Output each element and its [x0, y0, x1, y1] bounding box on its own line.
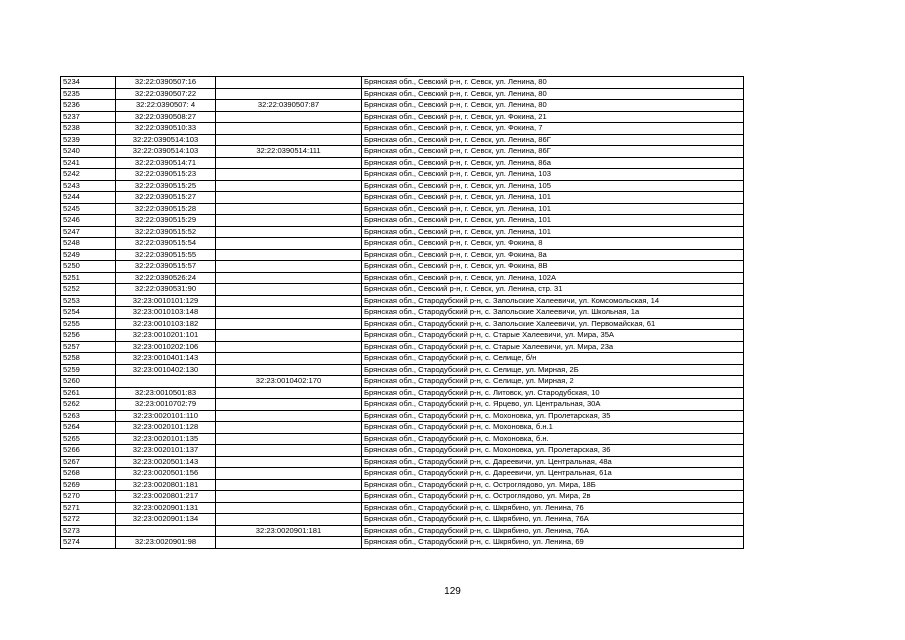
row-number-cell: 5252: [61, 284, 116, 296]
row-number-cell: 5247: [61, 226, 116, 238]
cadastral-number-cell: 32:22:0390514:103: [116, 134, 216, 146]
row-number-cell: 5263: [61, 410, 116, 422]
prev-cadastral-number-cell: 32:22:0390507:87: [216, 100, 362, 112]
address-cell: Брянская обл., Севский р-н, г. Севск, ул. Фокина, 8а: [362, 249, 744, 261]
address-cell: Брянская обл., Стародубский р-н, с. Ярцево, ул. Центральная, 30А: [362, 399, 744, 411]
address-cell: Брянская обл., Стародубский р-н, с. Шкрябино, ул. Ленина, 76: [362, 502, 744, 514]
address-cell: Брянская обл., Севский р-н, г. Севск, ул. Фокина, 8В: [362, 261, 744, 273]
cadastral-number-cell: 32:22:0390507:16: [116, 77, 216, 89]
cadastral-number-cell: 32:22:0390515:29: [116, 215, 216, 227]
row-number-cell: 5273: [61, 525, 116, 537]
prev-cadastral-number-cell: [216, 238, 362, 250]
table-row: [61, 479, 744, 491]
table-row: [61, 445, 744, 457]
row-number-cell: 5270: [61, 491, 116, 503]
cadastral-number-cell: 32:23:0010401:143: [116, 353, 216, 365]
address-cell: Брянская обл., Севский р-н, г. Севск, ул. Ленина, 105: [362, 180, 744, 192]
address-cell: Брянская обл., Стародубский р-н, с. Литовск, ул. Стародубская, 10: [362, 387, 744, 399]
cadastral-number-cell: [116, 525, 216, 537]
cadastral-number-cell: 32:23:0020901:131: [116, 502, 216, 514]
prev-cadastral-number-cell: 32:22:0390514:111: [216, 146, 362, 158]
prev-cadastral-number-cell: [216, 157, 362, 169]
cadastral-number-cell: [116, 376, 216, 388]
prev-cadastral-number-cell: [216, 410, 362, 422]
prev-cadastral-number-cell: [216, 134, 362, 146]
row-number-cell: 5243: [61, 180, 116, 192]
table-row: [61, 157, 744, 169]
address-cell: Брянская обл., Стародубский р-н, с. Селище, ул. Мирная, 2Б: [362, 364, 744, 376]
cadastral-number-cell: 32:23:0020501:143: [116, 456, 216, 468]
table-row: [61, 295, 744, 307]
table-row: [61, 502, 744, 514]
prev-cadastral-number-cell: [216, 249, 362, 261]
table-row: [61, 272, 744, 284]
address-cell: Брянская обл., Севский р-н, г. Севск, ул. Ленина, 103: [362, 169, 744, 181]
table-row: [61, 341, 744, 353]
table-row: [61, 215, 744, 227]
row-number-cell: 5251: [61, 272, 116, 284]
row-number-cell: 5254: [61, 307, 116, 319]
row-number-cell: 5259: [61, 364, 116, 376]
prev-cadastral-number-cell: 32:23:0020901:181: [216, 525, 362, 537]
address-cell: Брянская обл., Стародубский р-н, с. Мохоновка, б.н.1: [362, 422, 744, 434]
row-number-cell: 5236: [61, 100, 116, 112]
table-row: [61, 456, 744, 468]
row-number-cell: 5257: [61, 341, 116, 353]
table-row: [61, 192, 744, 204]
cadastral-number-cell: 32:22:0390514:103: [116, 146, 216, 158]
prev-cadastral-number-cell: [216, 341, 362, 353]
table-row: [61, 100, 744, 112]
row-number-cell: 5269: [61, 479, 116, 491]
prev-cadastral-number-cell: [216, 491, 362, 503]
prev-cadastral-number-cell: [216, 399, 362, 411]
cadastral-number-cell: 32:23:0010103:182: [116, 318, 216, 330]
cadastral-number-cell: 32:23:0020901:98: [116, 537, 216, 549]
cadastral-number-cell: 32:22:0390515:52: [116, 226, 216, 238]
cadastral-number-cell: 32:23:0010702:79: [116, 399, 216, 411]
prev-cadastral-number-cell: [216, 468, 362, 480]
prev-cadastral-number-cell: [216, 445, 362, 457]
table-row: [61, 249, 744, 261]
table-row: [61, 514, 744, 526]
table-row: [61, 376, 744, 388]
cadastral-number-cell: 32:23:0010402:130: [116, 364, 216, 376]
row-number-cell: 5253: [61, 295, 116, 307]
prev-cadastral-number-cell: [216, 226, 362, 238]
cadastral-number-cell: 32:22:0390531:90: [116, 284, 216, 296]
prev-cadastral-number-cell: [216, 88, 362, 100]
cadastral-number-cell: 32:23:0020901:134: [116, 514, 216, 526]
cadastral-number-cell: 32:22:0390526:24: [116, 272, 216, 284]
address-cell: Брянская обл., Стародубский р-н, с. Селище, б/н: [362, 353, 744, 365]
address-cell: Брянская обл., Севский р-н, г. Севск, ул. Фокина, 8: [362, 238, 744, 250]
address-cell: Брянская обл., Стародубский р-н, с. Шкрябино, ул. Ленина, 69: [362, 537, 744, 549]
address-cell: Брянская обл., Стародубский р-н, с. Дареевичи, ул. Центральная, 48а: [362, 456, 744, 468]
row-number-cell: 5241: [61, 157, 116, 169]
cadastral-number-cell: 32:23:0020101:110: [116, 410, 216, 422]
prev-cadastral-number-cell: [216, 422, 362, 434]
table-row: [61, 77, 744, 89]
row-number-cell: 5271: [61, 502, 116, 514]
cadastral-number-cell: 32:22:0390507:22: [116, 88, 216, 100]
cadastral-number-cell: 32:22:0390515:25: [116, 180, 216, 192]
row-number-cell: 5268: [61, 468, 116, 480]
table-row: [61, 318, 744, 330]
cadastral-number-cell: 32:23:0020801:181: [116, 479, 216, 491]
prev-cadastral-number-cell: [216, 215, 362, 227]
cadastral-number-cell: 32:22:0390510:33: [116, 123, 216, 135]
address-cell: Брянская обл., Стародубский р-н, с. Шкрябино, ул. Ленина, 76А: [362, 525, 744, 537]
row-number-cell: 5274: [61, 537, 116, 549]
table-row: [61, 169, 744, 181]
address-cell: Брянская обл., Стародубский р-н, с. Шкрябино, ул. Ленина, 76А: [362, 514, 744, 526]
table-row: [61, 238, 744, 250]
row-number-cell: 5258: [61, 353, 116, 365]
table-row: [61, 330, 744, 342]
row-number-cell: 5255: [61, 318, 116, 330]
prev-cadastral-number-cell: [216, 537, 362, 549]
row-number-cell: 5245: [61, 203, 116, 215]
table-row: [61, 410, 744, 422]
row-number-cell: 5246: [61, 215, 116, 227]
address-cell: Брянская обл., Севский р-н, г. Севск, ул. Ленина, 80: [362, 100, 744, 112]
row-number-cell: 5249: [61, 249, 116, 261]
prev-cadastral-number-cell: [216, 123, 362, 135]
address-cell: Брянская обл., Стародубский р-н, с. Мохоновка, ул. Пролетарская, 36: [362, 445, 744, 457]
table-row: [61, 525, 744, 537]
table-row: [61, 88, 744, 100]
address-cell: Брянская обл., Стародубский р-н, с. Остроглядово, ул. Мира, 2в: [362, 491, 744, 503]
table-row: [61, 123, 744, 135]
prev-cadastral-number-cell: [216, 502, 362, 514]
prev-cadastral-number-cell: 32:23:0010402:170: [216, 376, 362, 388]
cadastral-number-cell: 32:23:0020101:128: [116, 422, 216, 434]
row-number-cell: 5262: [61, 399, 116, 411]
cadastral-number-cell: 32:23:0020101:137: [116, 445, 216, 457]
cadastral-number-cell: 32:23:0010101:129: [116, 295, 216, 307]
row-number-cell: 5264: [61, 422, 116, 434]
row-number-cell: 5265: [61, 433, 116, 445]
address-cell: Брянская обл., Севский р-н, г. Севск, ул. Фокина, 7: [362, 123, 744, 135]
row-number-cell: 5240: [61, 146, 116, 158]
table-row: [61, 180, 744, 192]
prev-cadastral-number-cell: [216, 192, 362, 204]
row-number-cell: 5235: [61, 88, 116, 100]
address-cell: Брянская обл., Севский р-н, г. Севск, ул. Ленина, 101: [362, 226, 744, 238]
cadastral-number-cell: 32:23:0020801:217: [116, 491, 216, 503]
prev-cadastral-number-cell: [216, 261, 362, 273]
address-cell: Брянская обл., Севский р-н, г. Севск, ул. Ленина, 101: [362, 203, 744, 215]
address-cell: Брянская обл., Стародубский р-н, с. Остроглядово, ул. Мира, 18Б: [362, 479, 744, 491]
table-row: [61, 203, 744, 215]
address-cell: Брянская обл., Севский р-н, г. Севск, ул. Ленина, 101: [362, 192, 744, 204]
address-cell: Брянская обл., Севский р-н, г. Севск, ул. Ленина, 80: [362, 88, 744, 100]
row-number-cell: 5267: [61, 456, 116, 468]
page-number: 129: [444, 586, 461, 597]
table-row: [61, 111, 744, 123]
row-number-cell: 5244: [61, 192, 116, 204]
row-number-cell: 5239: [61, 134, 116, 146]
address-cell: Брянская обл., Севский р-н, г. Севск, ул. Ленина, 86Г: [362, 146, 744, 158]
table-row: [61, 364, 744, 376]
table-row: [61, 353, 744, 365]
table-row: [61, 422, 744, 434]
prev-cadastral-number-cell: [216, 307, 362, 319]
table-row: [61, 284, 744, 296]
table-row: [61, 146, 744, 158]
cadastral-number-cell: 32:22:0390515:55: [116, 249, 216, 261]
cadastral-number-cell: 32:23:0010202:106: [116, 341, 216, 353]
address-cell: Брянская обл., Стародубский р-н, с. Мохоновка, ул. Пролетарская, 35: [362, 410, 744, 422]
address-cell: Брянская обл., Севский р-н, г. Севск, ул. Ленина, 101: [362, 215, 744, 227]
address-cell: Брянская обл., Стародубский р-н, с. Старые Халеевичи, ул. Мира, 35А: [362, 330, 744, 342]
row-number-cell: 5261: [61, 387, 116, 399]
table-row: [61, 468, 744, 480]
prev-cadastral-number-cell: [216, 433, 362, 445]
row-number-cell: 5242: [61, 169, 116, 181]
cadastral-number-cell: 32:23:0020101:135: [116, 433, 216, 445]
cadastral-number-cell: 32:22:0390514:71: [116, 157, 216, 169]
table-row: [61, 537, 744, 549]
row-number-cell: 5234: [61, 77, 116, 89]
address-cell: Брянская обл., Севский р-н, г. Севск, ул. Ленина, 102А: [362, 272, 744, 284]
prev-cadastral-number-cell: [216, 284, 362, 296]
prev-cadastral-number-cell: [216, 295, 362, 307]
prev-cadastral-number-cell: [216, 203, 362, 215]
row-number-cell: 5237: [61, 111, 116, 123]
prev-cadastral-number-cell: [216, 111, 362, 123]
row-number-cell: 5272: [61, 514, 116, 526]
table-row: [61, 491, 744, 503]
address-cell: Брянская обл., Стародубский р-н, с. Запольские Халеевичи, ул. Первомайская, 61: [362, 318, 744, 330]
prev-cadastral-number-cell: [216, 272, 362, 284]
row-number-cell: 5238: [61, 123, 116, 135]
row-number-cell: 5256: [61, 330, 116, 342]
address-cell: Брянская обл., Стародубский р-н, с. Старые Халеевичи, ул. Мира, 23а: [362, 341, 744, 353]
prev-cadastral-number-cell: [216, 169, 362, 181]
row-number-cell: 5266: [61, 445, 116, 457]
cadastral-number-cell: 32:22:0390508:27: [116, 111, 216, 123]
address-cell: Брянская обл., Севский р-н, г. Севск, ул. Ленина, 86Г: [362, 134, 744, 146]
address-cell: Брянская обл., Стародубский р-н, с. Дареевичи, ул. Центральная, 61а: [362, 468, 744, 480]
prev-cadastral-number-cell: [216, 180, 362, 192]
address-cell: Брянская обл., Стародубский р-н, с. Мохоновка, б.н.: [362, 433, 744, 445]
table-row: [61, 226, 744, 238]
prev-cadastral-number-cell: [216, 330, 362, 342]
prev-cadastral-number-cell: [216, 364, 362, 376]
cadastral-number-cell: 32:23:0020501:156: [116, 468, 216, 480]
row-number-cell: 5250: [61, 261, 116, 273]
address-cell: Брянская обл., Стародубский р-н, с. Запольские Халеевичи, ул. Школьная, 1а: [362, 307, 744, 319]
address-cell: Брянская обл., Севский р-н, г. Севск, ул. Ленина, 80: [362, 77, 744, 89]
cadastral-number-cell: 32:22:0390515:27: [116, 192, 216, 204]
property-table: [60, 76, 744, 549]
row-number-cell: 5248: [61, 238, 116, 250]
prev-cadastral-number-cell: [216, 479, 362, 491]
row-number-cell: 5260: [61, 376, 116, 388]
cadastral-number-cell: 32:23:0010201:101: [116, 330, 216, 342]
table-row: [61, 307, 744, 319]
cadastral-number-cell: 32:23:0010501:83: [116, 387, 216, 399]
prev-cadastral-number-cell: [216, 387, 362, 399]
table-row: [61, 399, 744, 411]
prev-cadastral-number-cell: [216, 77, 362, 89]
cadastral-number-cell: 32:22:0390515:54: [116, 238, 216, 250]
prev-cadastral-number-cell: [216, 514, 362, 526]
prev-cadastral-number-cell: [216, 318, 362, 330]
table-row: [61, 387, 744, 399]
address-cell: Брянская обл., Стародубский р-н, с. Селище, ул. Мирная, 2: [362, 376, 744, 388]
cadastral-number-cell: 32:22:0390507: 4: [116, 100, 216, 112]
property-table-body: [61, 77, 744, 549]
prev-cadastral-number-cell: [216, 456, 362, 468]
cadastral-number-cell: 32:23:0010103:148: [116, 307, 216, 319]
address-cell: Брянская обл., Севский р-н, г. Севск, ул. Ленина, стр. 31: [362, 284, 744, 296]
table-row: [61, 261, 744, 273]
cadastral-number-cell: 32:22:0390515:23: [116, 169, 216, 181]
cadastral-number-cell: 32:22:0390515:28: [116, 203, 216, 215]
table-row: [61, 134, 744, 146]
address-cell: Брянская обл., Севский р-н, г. Севск, ул. Ленина, 86а: [362, 157, 744, 169]
address-cell: Брянская обл., Стародубский р-н, с. Запольские Халеевичи, ул. Комсомольская, 14: [362, 295, 744, 307]
address-cell: Брянская обл., Севский р-н, г. Севск, ул. Фокина, 21: [362, 111, 744, 123]
cadastral-number-cell: 32:22:0390515:57: [116, 261, 216, 273]
table-row: [61, 433, 744, 445]
prev-cadastral-number-cell: [216, 353, 362, 365]
